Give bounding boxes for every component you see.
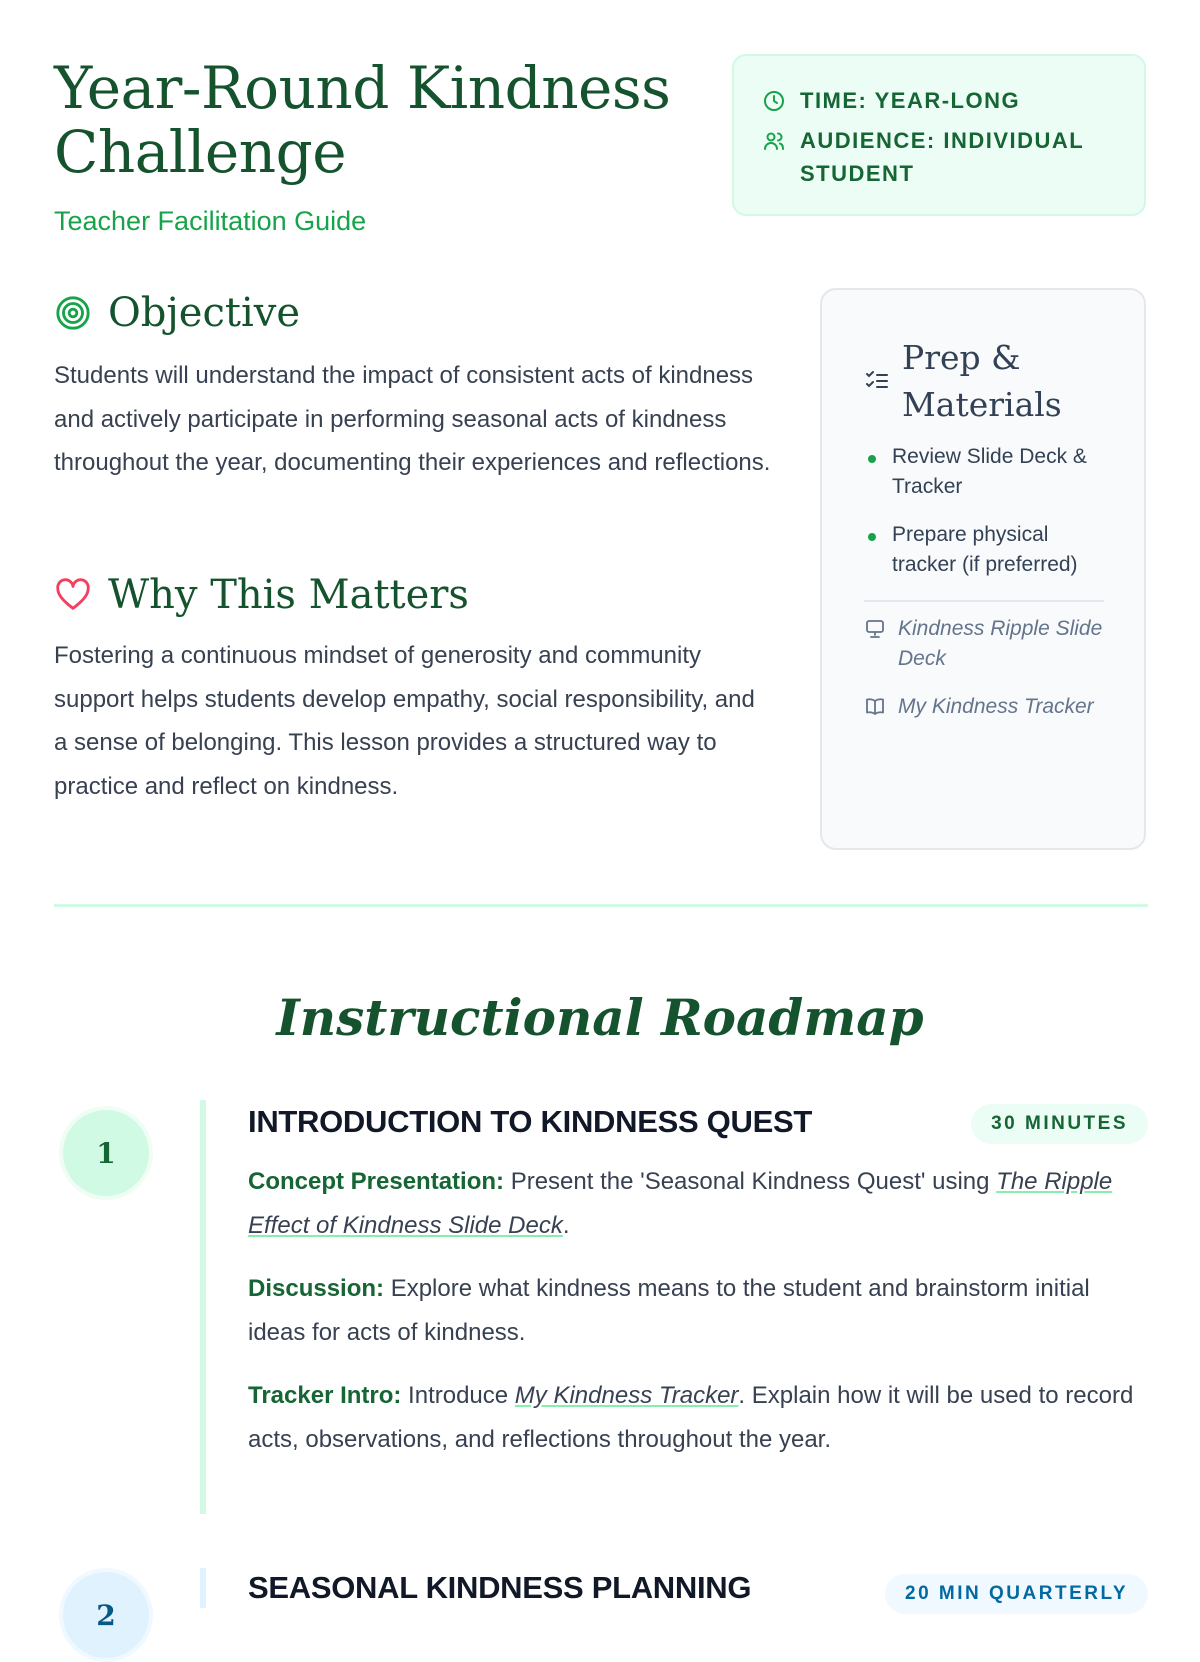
book-icon xyxy=(864,696,886,718)
tracker-link[interactable]: My Kindness Tracker xyxy=(514,1382,739,1409)
resource-label: My Kindness Tracker xyxy=(898,695,1094,718)
tracker-text: Introduce xyxy=(401,1382,515,1409)
resource-tracker[interactable] xyxy=(864,692,1104,722)
concept-label: Concept Presentation: xyxy=(248,1168,505,1195)
page-subtitle: Teacher Facilitation Guide xyxy=(54,206,367,236)
prep-title: Prep & Materials xyxy=(902,338,1062,424)
clock-icon xyxy=(762,89,786,113)
lesson-meta-card xyxy=(732,54,1146,216)
audience-label: AUDIENCE: INDIVIDUAL STUDENT xyxy=(800,128,1084,186)
slide-deck-link[interactable]: The Ripple Effect of Kindness Slide Deck xyxy=(248,1168,1113,1239)
time-meta xyxy=(762,84,1020,117)
step-paragraph-discussion xyxy=(248,1267,1138,1354)
objective-text: Students will understand the impact of consistent acts of kindness and actively participate in performing seasonal acts of kindness throughout the year, documenting their experiences and reflections. xyxy=(54,362,771,476)
discussion-label: Discussion: xyxy=(248,1275,385,1302)
step-timeline-bar xyxy=(200,1100,206,1514)
resource-slide-deck[interactable] xyxy=(864,614,1104,674)
prep-item-label: Prepare physical tracker (if preferred) xyxy=(892,523,1078,576)
duration-badge: 30 MINUTES xyxy=(971,1104,1148,1144)
tracker-end: . Explain how it will be used to record acts, observations, and reflections throughout the year. xyxy=(248,1382,1134,1453)
presentation-icon xyxy=(864,618,886,640)
divider xyxy=(864,600,1104,602)
checklist-icon xyxy=(864,368,890,394)
roadmap-title: Instructional Roadmap xyxy=(276,988,924,1047)
prep-item-label: Review Slide Deck & Tracker xyxy=(892,445,1087,498)
objective-heading xyxy=(54,290,300,336)
duration-badge: 20 MIN QUARTERLY xyxy=(885,1574,1148,1614)
section-divider xyxy=(54,904,1148,907)
page-title: Year-Round Kindness Challenge xyxy=(54,54,671,186)
why-title: Why This Matters xyxy=(108,572,469,618)
step-title: INTRODUCTION TO KINDNESS QUEST xyxy=(248,1104,812,1139)
discussion-text: Explore what kindness means to the student and brainstorm initial ideas for acts of kindness. xyxy=(248,1275,1090,1346)
step-number-badge: 2 xyxy=(59,1568,153,1662)
audience-meta xyxy=(762,124,1122,190)
concept-text: Present the 'Seasonal Kindness Quest' using xyxy=(504,1168,997,1195)
concept-end: . xyxy=(562,1211,570,1239)
prep-heading xyxy=(864,334,1082,428)
target-icon xyxy=(54,294,92,332)
step-timeline-bar xyxy=(200,1568,206,1608)
list-item xyxy=(864,520,1114,580)
bullet-dot xyxy=(868,533,876,541)
bullet-dot xyxy=(868,455,876,463)
list-item xyxy=(864,442,1114,502)
heart-icon xyxy=(54,576,92,614)
step-title: SEASONAL KINDNESS PLANNING xyxy=(248,1570,752,1605)
tracker-label: Tracker Intro: xyxy=(248,1382,402,1409)
step-paragraph-tracker xyxy=(248,1374,1138,1461)
step-paragraph-concept xyxy=(248,1160,1138,1247)
time-label: TIME: YEAR-LONG xyxy=(800,88,1021,113)
step-number-badge: 1 xyxy=(59,1106,153,1200)
objective-title: Objective xyxy=(108,290,301,336)
prep-materials-card xyxy=(820,288,1146,850)
prep-list xyxy=(864,442,1114,598)
why-heading xyxy=(54,572,469,618)
users-icon xyxy=(762,129,786,153)
resource-label: Kindness Ripple Slide Deck xyxy=(898,617,1103,670)
why-text: Fostering a continuous mindset of generosity and community support helps students develop empathy, social responsibility, and a sense of belonging. This lesson provides a structured way to practice and reflect on kindness. xyxy=(54,642,755,800)
